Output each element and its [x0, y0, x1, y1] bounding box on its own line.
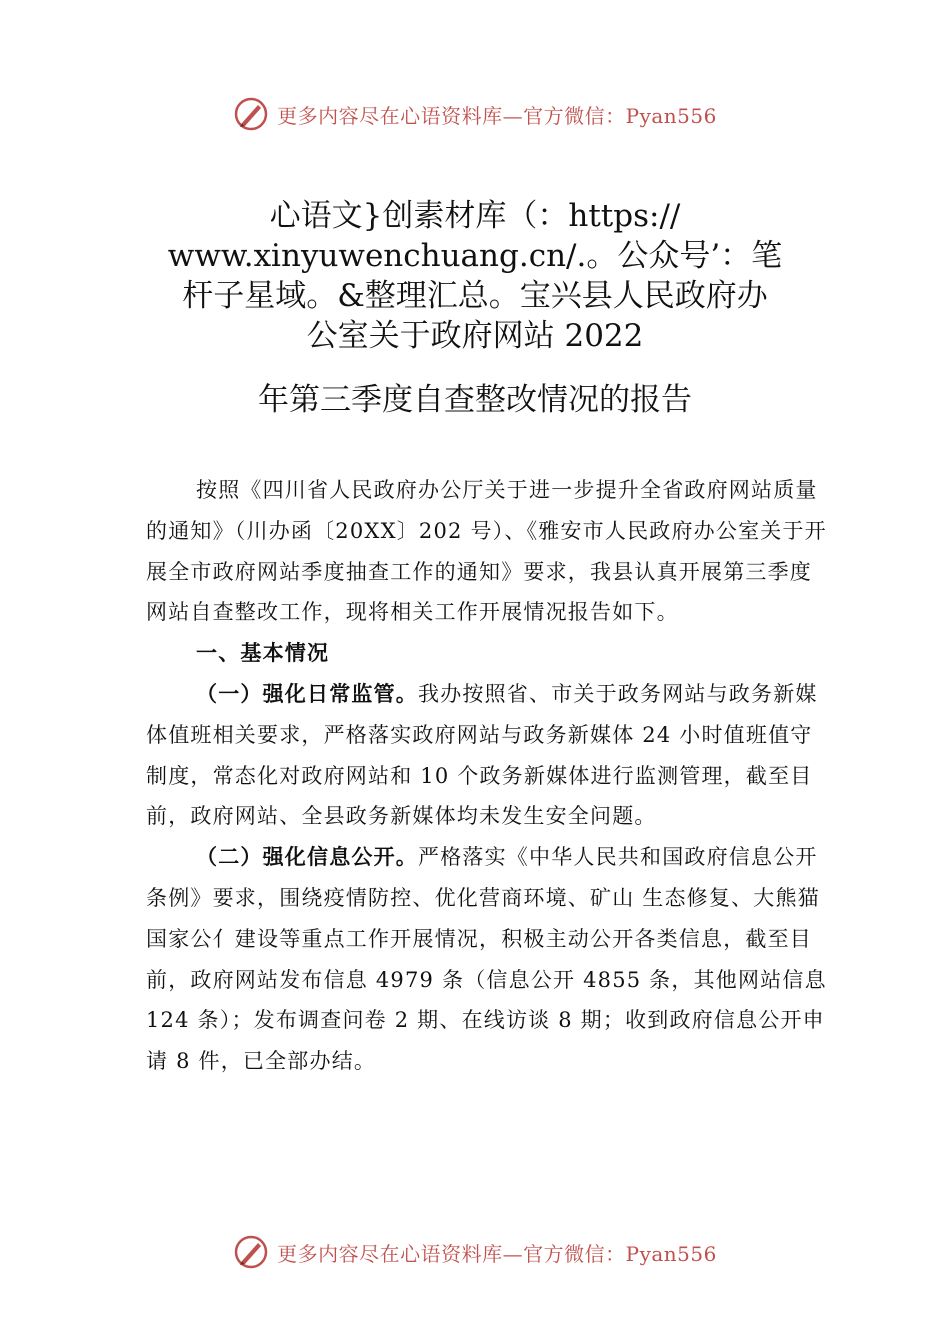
banner-text: 更多内容尽在心语资料库—官方微信：Pyan556: [277, 103, 717, 128]
item-text: 严格落实《中华人民共和国政府信息公开条例》要求，围绕疫情防控、优化营商环境、矿山 生态修复、大熊猫国家公⺅建设等重点工作开展情况，积极主动公开各类信息，截至目前，政府网站发布信息 4979 条（信息公开 4855 条，其他网站信息 124 条）；发布调查问卷 2 期、在线访谈 8 期；收到政府信息公开申请 8 件，已全部办结。: [146, 845, 827, 1074]
title-line: 杆子星域。&整理汇总。宝兴县人民政府办: [182, 278, 768, 314]
title-line: 公室关于政府网站 2022: [306, 318, 644, 354]
header-banner: [0, 94, 950, 134]
banner-text: 更多内容尽在心语资料库—官方微信：Pyan556: [277, 1241, 717, 1266]
footer-banner: [0, 1232, 950, 1272]
item-title: （二）强化信息公开。: [196, 845, 418, 870]
item-title: （一）强化日常监管。: [196, 681, 418, 706]
title-line: 心语文}创素材库（：https://: [269, 198, 681, 234]
title-line: www.xinyuwenchuang.cn/.。公众号’：笔: [167, 238, 783, 274]
intro-paragraph: 按照《四川省人民政府办公厅关于进一步提升全省政府网站质量的通知》（川办函〔20XX〕202 号）、《雅安市人民政府办公室关于开展全市政府网站季度抽查工作的通知》要求，我县认真开展第三季度网站自查整改工作，现将相关工作开展情况报告如下。: [146, 478, 827, 625]
document-title: [140, 196, 810, 356]
section-heading: 一、基本情况: [196, 641, 330, 666]
item-paragraph: [146, 674, 828, 837]
document-subtitle: 年第三季度自查整改情况的报告: [258, 382, 692, 418]
pen-logo-icon: [233, 96, 269, 132]
item-paragraph: [146, 837, 828, 1082]
document-body: [146, 470, 828, 1082]
pen-logo-icon: [233, 1234, 269, 1270]
item-text: 我办按照省、市关于政务网站与政务新媒体值班相关要求，严格落实政府网站与政务新媒体 24 小时值班值守制度，常态化对政府网站和 10 个政务新媒体进行监测管理，截至目前，政府网站、全县政务新媒体均未发生安全问题。: [146, 681, 818, 829]
